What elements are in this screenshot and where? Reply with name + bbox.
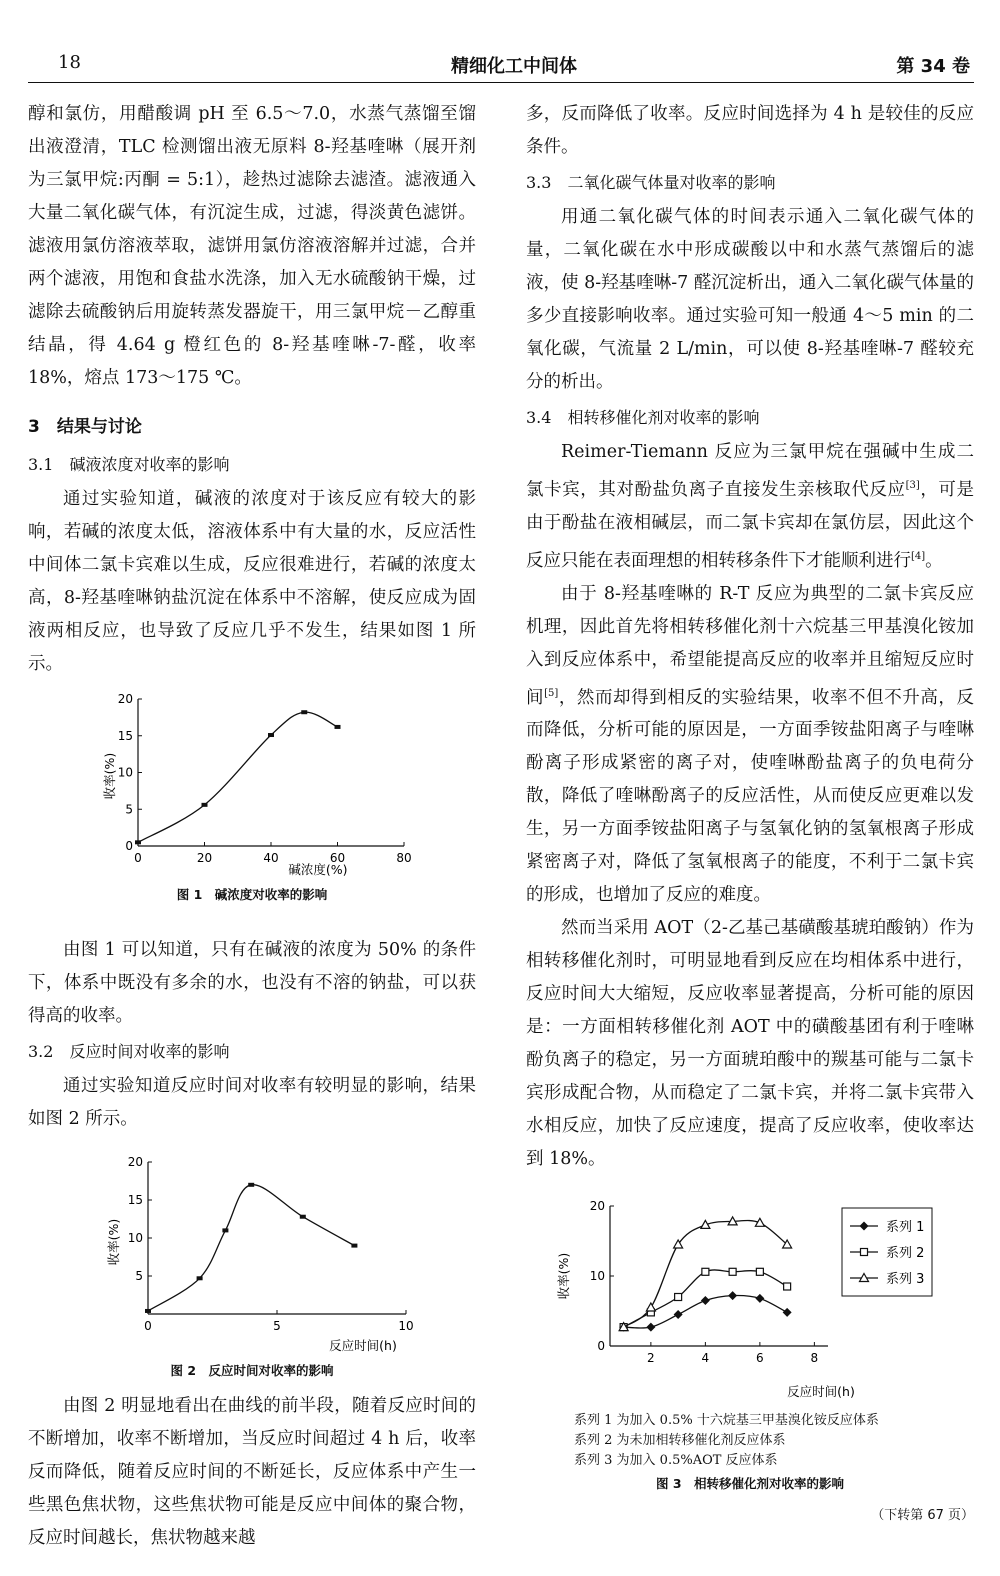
series-3-point (646, 1303, 655, 1311)
x-axis-label: 碱浓度(%) (288, 862, 348, 877)
y-tick-label: 0 (125, 839, 133, 853)
y-tick-label: 10 (117, 765, 133, 780)
data-point (145, 1309, 151, 1313)
citation-ref: [3] (905, 480, 920, 491)
legend-entry: 系列 2 (886, 1246, 925, 1262)
y-tick-label: 5 (125, 802, 133, 817)
series-2-point (702, 1269, 709, 1276)
body-paragraph: 醇和氯仿，用醋酸调 pH 至 6.5～7.0，水蒸气蒸馏至馏出液澄清，TLC 检测馏出液无原料 8-羟基喹啉（展开剂为三氯甲烷:丙酮 = 5:1），趁热过滤除去滤渣。滤液通入大量二氧化碳气体，有沉淀生成，过滤，得淡黄色滤饼。滤液用氯仿溶液萃取，滤饼用氯仿溶液溶解并过滤，合并两个滤液，用饱和食盐水洗涤，加入无水硫酸钠干燥，过滤除去硫酸钠后用旋转蒸发器旋干，用三氯甲烷－乙醇重结晶，得 4.64 g 橙红色的 8-羟基喹啉-7-醛，收率 18%，熔点 173～175 ℃。 (28, 104, 476, 388)
body-paragraph: 通过实验知道，碱液的浓度对于该反应有较大的影响，若碱的浓度太低，溶液体系中有大量的水，反应活性中间体二氯卡宾难以生成，反应很难进行，若碱的浓度太高，8-羟基喹啉钠盐沉淀在体系中不溶解，使反应成为固液两相反应，也导致了反应几乎不发生，结果如图 1 所示。 (28, 489, 476, 674)
x-tick-label: 80 (396, 851, 412, 865)
section-3-3-heading: 3.3 二氧化碳气体量对收率的影响 (526, 173, 776, 192)
figure-2 (28, 1142, 476, 1380)
y-tick-label: 15 (127, 1193, 143, 1207)
body-paragraph: 通过实验知道反应时间对收率有较明显的影响，结果如图 2 所示。 (28, 1076, 476, 1129)
series-1-point (701, 1296, 710, 1305)
body-paragraph: 由图 2 明显地看出在曲线的前半段，随着反应时间的不断增加，收率不断增加，当反应时间超过 4 h 后，收率反而降低，随着反应时间的不断延长，反应体系中产生一些黑色焦状物，这些焦状物可能是反应中间体的聚合物，反应时间越长，焦状物越来越 (28, 1396, 476, 1548)
text-run: 。 (925, 550, 943, 571)
y-axis-label: 收率(%) (102, 752, 117, 800)
figure-3-notes (526, 1411, 974, 1471)
y-tick-label: 10 (127, 1231, 143, 1245)
page-number: 18 (58, 52, 81, 73)
body-paragraph: 然而当采用 AOT（2-乙基己基磺酸基琥珀酸钠）作为相转移催化剂时，可明显地看到反应在均相体系中进行，反应时间大大缩短，反应收率显著提高，分析可能的原因是：一方面相转移催化剂 AOT 中的磺酸基团有利于喹啉酚负离子的稳定，另一方面琥珀酸中的羰基可能与二氯卡宾形成配合物，从而稳定了二氯卡宾，并将二氯卡宾带入水相反应，加快了反应速度，提高了反应收率，使收率达到 18%。 (526, 918, 974, 1170)
data-point (268, 733, 274, 737)
text-run: 由于 8-羟基喹啉的 R-T 反应为典型的二氯卡宾反应机理，因此首先将相转移催化剂十六烷基三甲基溴化铵加入到反应体系中，希望能提高反应的收率并且缩短反应时间 (526, 583, 974, 708)
x-tick-label: 8 (810, 1351, 819, 1366)
y-tick-label: 20 (117, 692, 133, 706)
figure-3-chart (526, 1196, 974, 1411)
body-paragraph (526, 436, 974, 578)
x-tick-label: 10 (398, 1319, 414, 1333)
x-tick-label: 2 (647, 1351, 655, 1366)
legend-entry: 系列 1 (886, 1220, 925, 1236)
figure-2-caption: 图 2 反应时间对收率的影响 (170, 1363, 334, 1378)
left-column (28, 98, 476, 1555)
section-3-heading: 3 结果与讨论 (28, 417, 142, 437)
body-paragraph: 多，反而降低了收率。反应时间选择为 4 h 是较佳的反应条件。 (526, 104, 974, 157)
body-paragraph: 由图 1 可以知道，只有在碱液的浓度为 50% 的条件下，体系中既没有多余的水，也没有不溶的钠盐，可以获得高的收率。 (28, 940, 476, 1026)
data-point (135, 840, 141, 844)
series-2-point (756, 1269, 763, 1276)
body-paragraph (526, 578, 974, 913)
series-2-point (675, 1294, 682, 1301)
continued-note: （下转第 67 页） (871, 1508, 974, 1524)
right-column (526, 98, 974, 1532)
x-tick-label: 6 (756, 1351, 764, 1366)
series-note: 系列 1 为加入 0.5% 十六烷基三甲基溴化铵反应体系 (574, 1413, 879, 1429)
section-3-2-heading: 3.2 反应时间对收率的影响 (28, 1042, 230, 1061)
series-2-point (784, 1283, 791, 1290)
data-point (301, 710, 307, 714)
text-run: ，然而却得到相反的实验结果，收率不但不升高，反而降低，分析可能的原因是，一方面季铵盐阳离子与喹啉酚离子形成紧密的离子对，使喹啉酚盐离子的负电荷分散，降低了喹啉酚离子的反应活性，从而使反应更难以发生，另一方面季铵盐阳离子与氢氧化钠的氢氧根离子形成紧密离子对，降低了氢氧根离子的能度，不利于二氯卡宾的形成，也增加了反应的难度。 (526, 687, 975, 906)
series-note: 系列 2 为未加相转移催化剂反应体系 (574, 1433, 786, 1449)
figure-3-caption: 图 3 相转移催化剂对收率的影响 (655, 1476, 845, 1492)
series-note: 系列 3 为加入 0.5%AOT 反应体系 (574, 1453, 778, 1469)
series-1-point (646, 1323, 655, 1332)
y-tick-label: 5 (135, 1269, 143, 1283)
series-1-point (674, 1310, 683, 1319)
x-tick-label: 5 (273, 1319, 281, 1333)
series-1-point (755, 1294, 764, 1303)
data-point (202, 803, 208, 807)
data-point (248, 1183, 254, 1187)
series-1-point (783, 1308, 792, 1317)
figure-1-caption: 图 1 碱浓度对收率的影响 (176, 887, 328, 902)
y-tick-label: 20 (589, 1199, 605, 1214)
series-2-point (729, 1269, 736, 1276)
section-3-1-heading: 3.1 碱液浓度对收率的影响 (28, 455, 230, 474)
y-axis-label: 收率(%) (556, 1253, 571, 1300)
legend-entry: 系列 3 (886, 1272, 925, 1288)
series-1-line (138, 712, 338, 842)
journal-title: 精细化工中间体 (451, 56, 577, 77)
figure-3 (526, 1196, 974, 1532)
y-tick-label: 10 (589, 1269, 605, 1284)
header-rule (28, 82, 974, 83)
y-axis-label: 收率(%) (106, 1218, 121, 1266)
y-tick-label: 0 (597, 1339, 605, 1354)
data-point (197, 1276, 203, 1280)
y-tick-label: 15 (117, 728, 133, 743)
series-1-point (728, 1292, 737, 1301)
series-1-line (148, 1185, 354, 1311)
data-point (335, 725, 341, 729)
figure-1-chart (28, 681, 476, 886)
x-tick-label: 20 (196, 851, 213, 865)
figure-2-chart (28, 1142, 476, 1362)
data-point (351, 1244, 357, 1248)
section-3-4-heading: 3.4 相转移催化剂对收率的影响 (526, 408, 760, 427)
x-axis-label: 反应时间(h) (787, 1384, 855, 1400)
x-tick-label: 60 (329, 851, 346, 865)
volume-label: 第 34 卷 (896, 56, 970, 77)
text-run: ，可是由于酚盐在液相碱层，而二氯卡宾却在氯仿层，因此这个反应只能在表面理想的相转移条件下才能顺利进行 (526, 479, 975, 571)
y-tick-label: 20 (127, 1155, 143, 1169)
figure-1 (28, 681, 476, 904)
x-tick-label: 0 (144, 1319, 152, 1333)
x-tick-label: 4 (701, 1351, 710, 1366)
citation-ref: [4] (911, 550, 926, 562)
body-paragraph: 用通二氧化碳气体的时间表示通入二氧化碳气体的量，二氧化碳在水中形成碳酸以中和水蒸气蒸馏后的滤液，使 8-羟基喹啉-7 醛沉淀析出，通入二氧化碳气体量的多少直接影响收率。通过实验可知一般通 4～5 min 的二氧化碳，气流量 2 L/min，可以使 8-羟基喹啉-7 醛较充分的析出。 (526, 207, 974, 392)
data-point (222, 1228, 228, 1232)
x-tick-label: 0 (134, 851, 142, 865)
x-axis-label: 反应时间(h) (329, 1338, 397, 1353)
series-2-point (861, 1249, 868, 1256)
x-tick-label: 40 (263, 851, 279, 865)
citation-ref: [5] (544, 687, 559, 699)
text-run: Reimer-Tiemann 反应为三氯甲烷在强碱中生成二氯卡宾，其对酚盐负离子直接发生亲核取代反应 (526, 442, 974, 500)
data-point (300, 1215, 306, 1219)
page-header (58, 52, 970, 80)
